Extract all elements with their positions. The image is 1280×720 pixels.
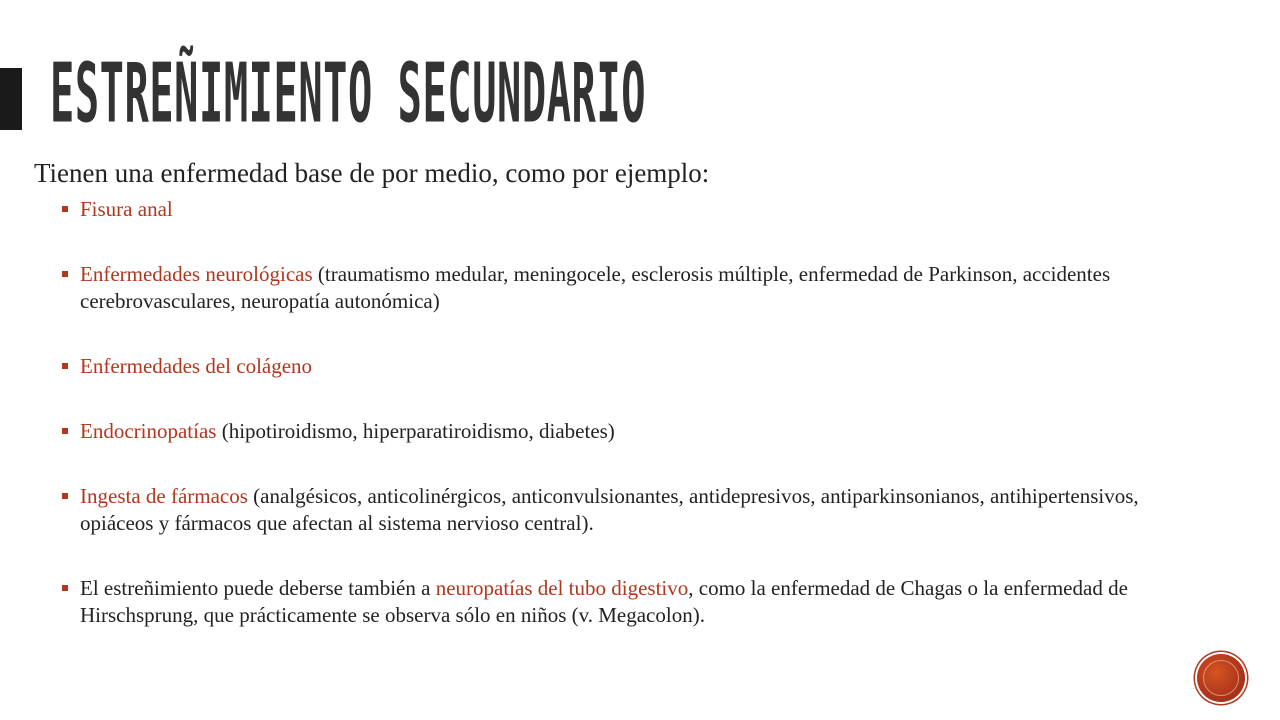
item-detail: (hipotiroidismo, hiperparatiroidismo, diabetes) — [216, 419, 615, 443]
item-highlight: neuropatías del tubo digestivo — [435, 576, 689, 600]
list-item — [62, 196, 1212, 223]
item-highlight: Endocrinopatías — [80, 419, 217, 443]
list-item — [62, 353, 1212, 380]
list-item — [62, 418, 1212, 445]
bullet-list — [62, 196, 1212, 629]
item-detail: (traumatismo medular, meningocele, esclerosis múltiple, enfermedad de Parkinson, accidentes cerebrovasculares, neuropatía autonómica) — [80, 262, 1111, 313]
list-item — [62, 261, 1212, 315]
item-highlight: Fisura anal — [80, 197, 173, 221]
bullet-square-icon — [62, 585, 68, 591]
slide-title: ESTREÑIMIENTO SECUNDARIO — [50, 45, 647, 141]
bullet-square-icon — [62, 363, 68, 369]
intro-text: Tienen una enfermedad base de por medio, como por ejemplo: — [34, 158, 710, 188]
item-highlight: Ingesta de fármacos — [80, 484, 248, 508]
list-item — [62, 483, 1212, 537]
bullet-square-icon — [62, 428, 68, 434]
title-accent-bar — [0, 68, 22, 130]
item-highlight: Enfermedades del colágeno — [80, 354, 313, 378]
bullet-square-icon — [62, 206, 68, 212]
bullet-square-icon — [62, 493, 68, 499]
list-item — [62, 575, 1212, 629]
item-text-before: El estreñimiento puede deberse también a — [80, 576, 436, 600]
item-text-after: , como la enfermedad de Chagas o la enfermedad de Hirschsprung, que prácticamente se observa sólo en niños (v. Megacolon). — [80, 576, 1128, 627]
item-detail: (analgésicos, anticolinérgicos, anticonvulsionantes, antidepresivos, antiparkinsonianos, antihipertensivos, opiáceos y fármacos que afectan al sistema nervioso central). — [80, 484, 1139, 535]
item-highlight: Enfermedades neurológicas — [80, 262, 313, 286]
bullet-square-icon — [62, 271, 68, 277]
badge-ring — [1203, 660, 1239, 696]
slide-badge-icon — [1197, 654, 1245, 702]
